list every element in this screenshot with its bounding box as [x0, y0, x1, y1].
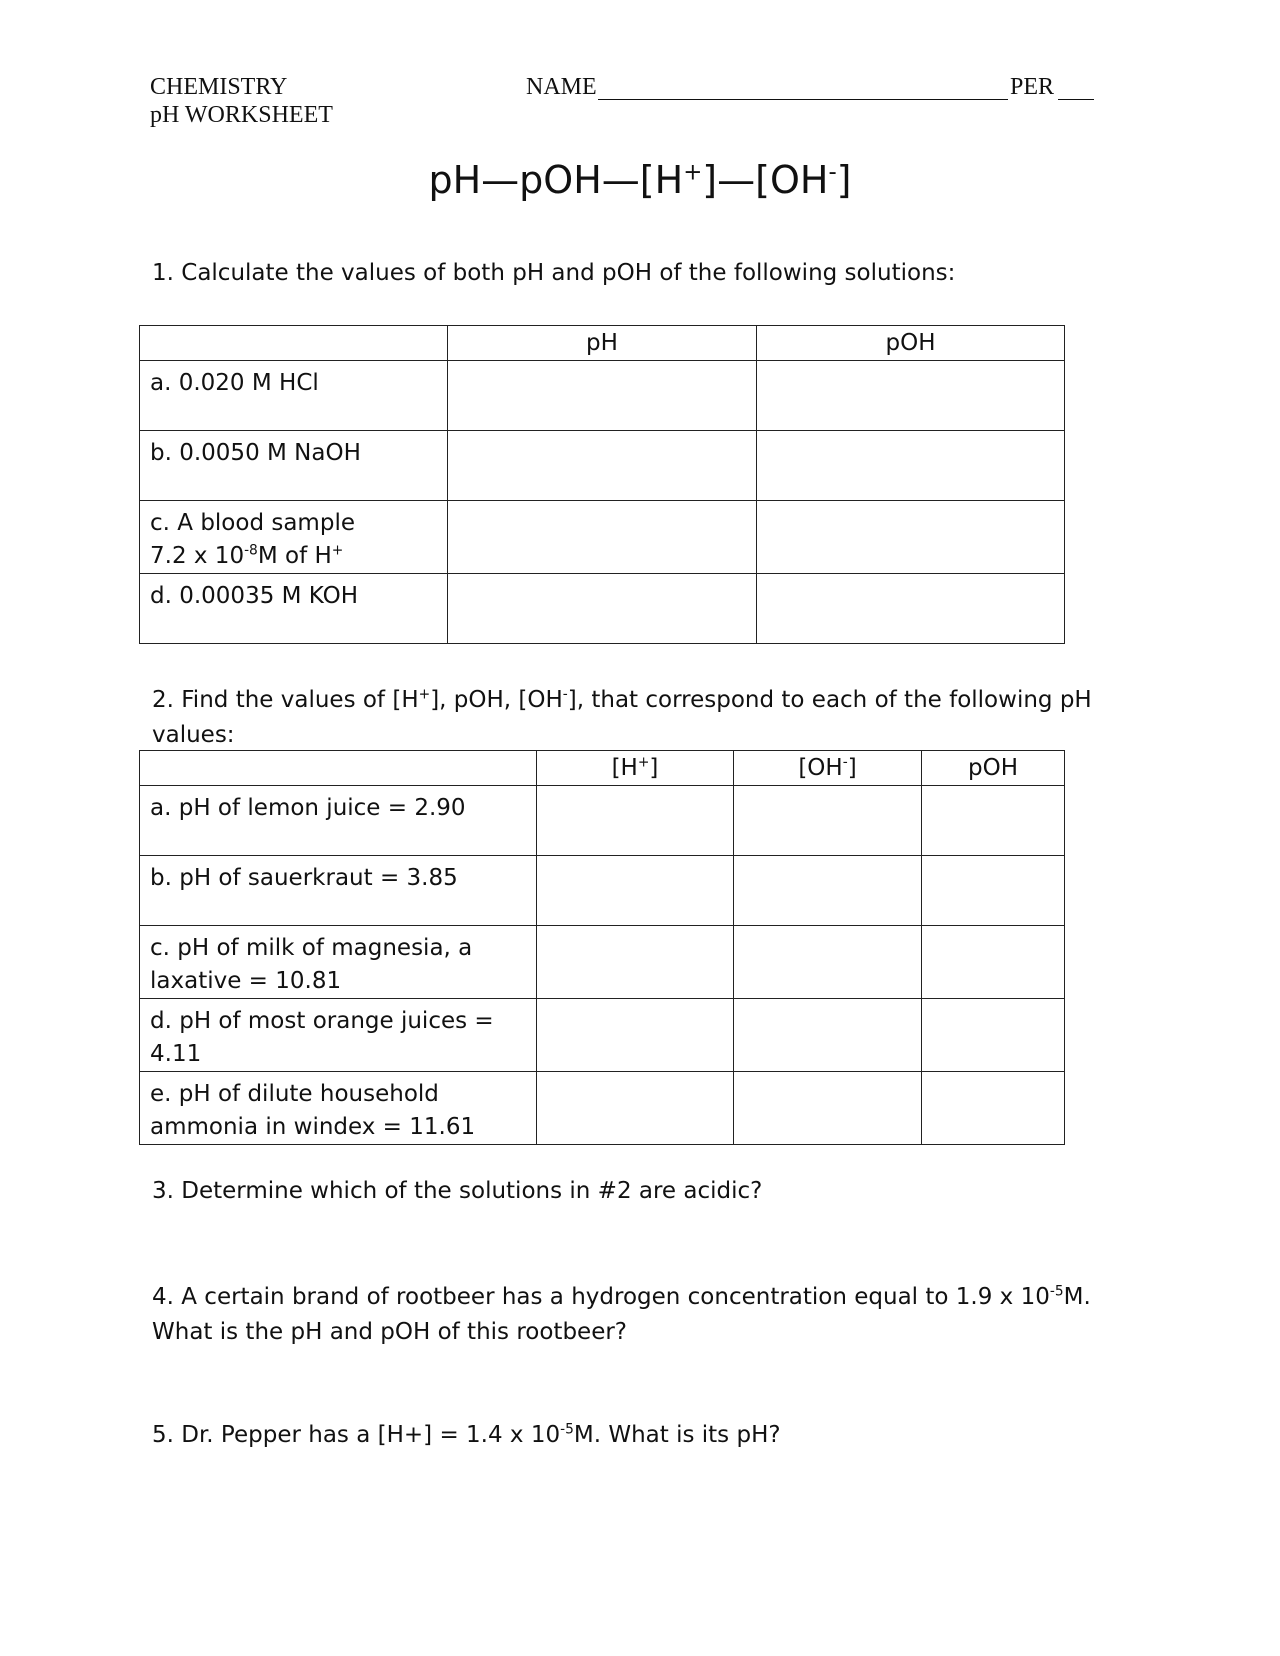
name-label: NAME: [526, 74, 597, 100]
table-row: [140, 501, 1065, 574]
answer-cell-poh[interactable]: [757, 574, 1065, 644]
answer-cell-poh[interactable]: [922, 926, 1065, 999]
answer-cell-h[interactable]: [537, 926, 734, 999]
row-label: a. pH of lemon juice = 2.90: [140, 786, 537, 856]
row-label: b. pH of sauerkraut = 3.85: [140, 856, 537, 926]
question-5-prompt: 5. Dr. Pepper has a [H+] = 1.4 x $10^{-5}M$. What is its pH?: [152, 1421, 781, 1448]
table-row: [140, 574, 1065, 644]
column-header-oh: [OH-]: [734, 751, 922, 786]
table-row: [140, 926, 1065, 999]
answer-cell-ph[interactable]: [448, 574, 757, 644]
question-2-table: [139, 750, 1065, 1145]
subject-label: CHEMISTRY: [150, 74, 288, 100]
answer-cell-h[interactable]: [537, 999, 734, 1072]
table-row: [140, 786, 1065, 856]
answer-cell-oh[interactable]: [734, 926, 922, 999]
row-label: d. 0.00035 M KOH: [140, 574, 448, 644]
table-header-row: [140, 326, 1065, 361]
answer-cell-h[interactable]: [537, 786, 734, 856]
name-blank-line[interactable]: [598, 99, 1008, 100]
row-label: c. A blood sample 7.2 x $10^{-8}M$ of H+: [140, 501, 448, 574]
answer-cell-oh[interactable]: [734, 1072, 922, 1145]
answer-cell-poh[interactable]: [757, 501, 1065, 574]
column-header-h: [H+]: [537, 751, 734, 786]
column-header-label: [140, 326, 448, 361]
question-2-prompt: 2. Find the values of [H+], pOH, [OH-], that correspond to each of the following pH values:: [152, 686, 1092, 748]
answer-cell-h[interactable]: [537, 1072, 734, 1145]
answer-cell-oh[interactable]: [734, 786, 922, 856]
row-label: c. pH of milk of magnesia, a laxative = 10.81: [140, 926, 537, 999]
answer-cell-oh[interactable]: [734, 999, 922, 1072]
table-row: [140, 856, 1065, 926]
answer-cell-poh[interactable]: [922, 786, 1065, 856]
answer-cell-oh[interactable]: [734, 856, 922, 926]
row-label: e. pH of dilute household ammonia in windex = 11.61: [140, 1072, 537, 1145]
answer-cell-ph[interactable]: [448, 431, 757, 501]
column-header-ph: pH: [448, 326, 757, 361]
table-row: [140, 1072, 1065, 1145]
answer-cell-h[interactable]: [537, 856, 734, 926]
answer-cell-poh[interactable]: [757, 361, 1065, 431]
answer-cell-poh[interactable]: [757, 431, 1065, 501]
column-header-label: [140, 751, 537, 786]
row-label: a. 0.020 M HCl: [140, 361, 448, 431]
per-label: PER: [1010, 74, 1055, 100]
table-row: [140, 361, 1065, 431]
answer-cell-poh[interactable]: [922, 1072, 1065, 1145]
answer-cell-ph[interactable]: [448, 501, 757, 574]
question-1-table: [139, 325, 1065, 644]
column-header-poh: pOH: [757, 326, 1065, 361]
worksheet-label: pH WORKSHEET: [150, 102, 333, 128]
answer-cell-poh[interactable]: [922, 999, 1065, 1072]
table-row: [140, 999, 1065, 1072]
row-label: b. 0.0050 M NaOH: [140, 431, 448, 501]
answer-cell-poh[interactable]: [922, 856, 1065, 926]
per-blank-line[interactable]: [1058, 99, 1094, 100]
question-1-prompt: 1. Calculate the values of both pH and pOH of the following solutions:: [152, 260, 956, 286]
page-title: pH—pOH—[H+]—[OH-]: [428, 158, 852, 202]
row-label: d. pH of most orange juices = 4.11: [140, 999, 537, 1072]
answer-cell-ph[interactable]: [448, 361, 757, 431]
table-header-row: [140, 751, 1065, 786]
question-4-prompt: 4. A certain brand of rootbeer has a hydrogen concentration equal to 1.9 x $10^{-5}M$. What is the pH and pOH of this rootbeer?: [152, 1283, 1091, 1345]
column-header-poh: pOH: [922, 751, 1065, 786]
question-3-prompt: 3. Determine which of the solutions in #2 are acidic?: [152, 1178, 763, 1204]
table-row: [140, 431, 1065, 501]
